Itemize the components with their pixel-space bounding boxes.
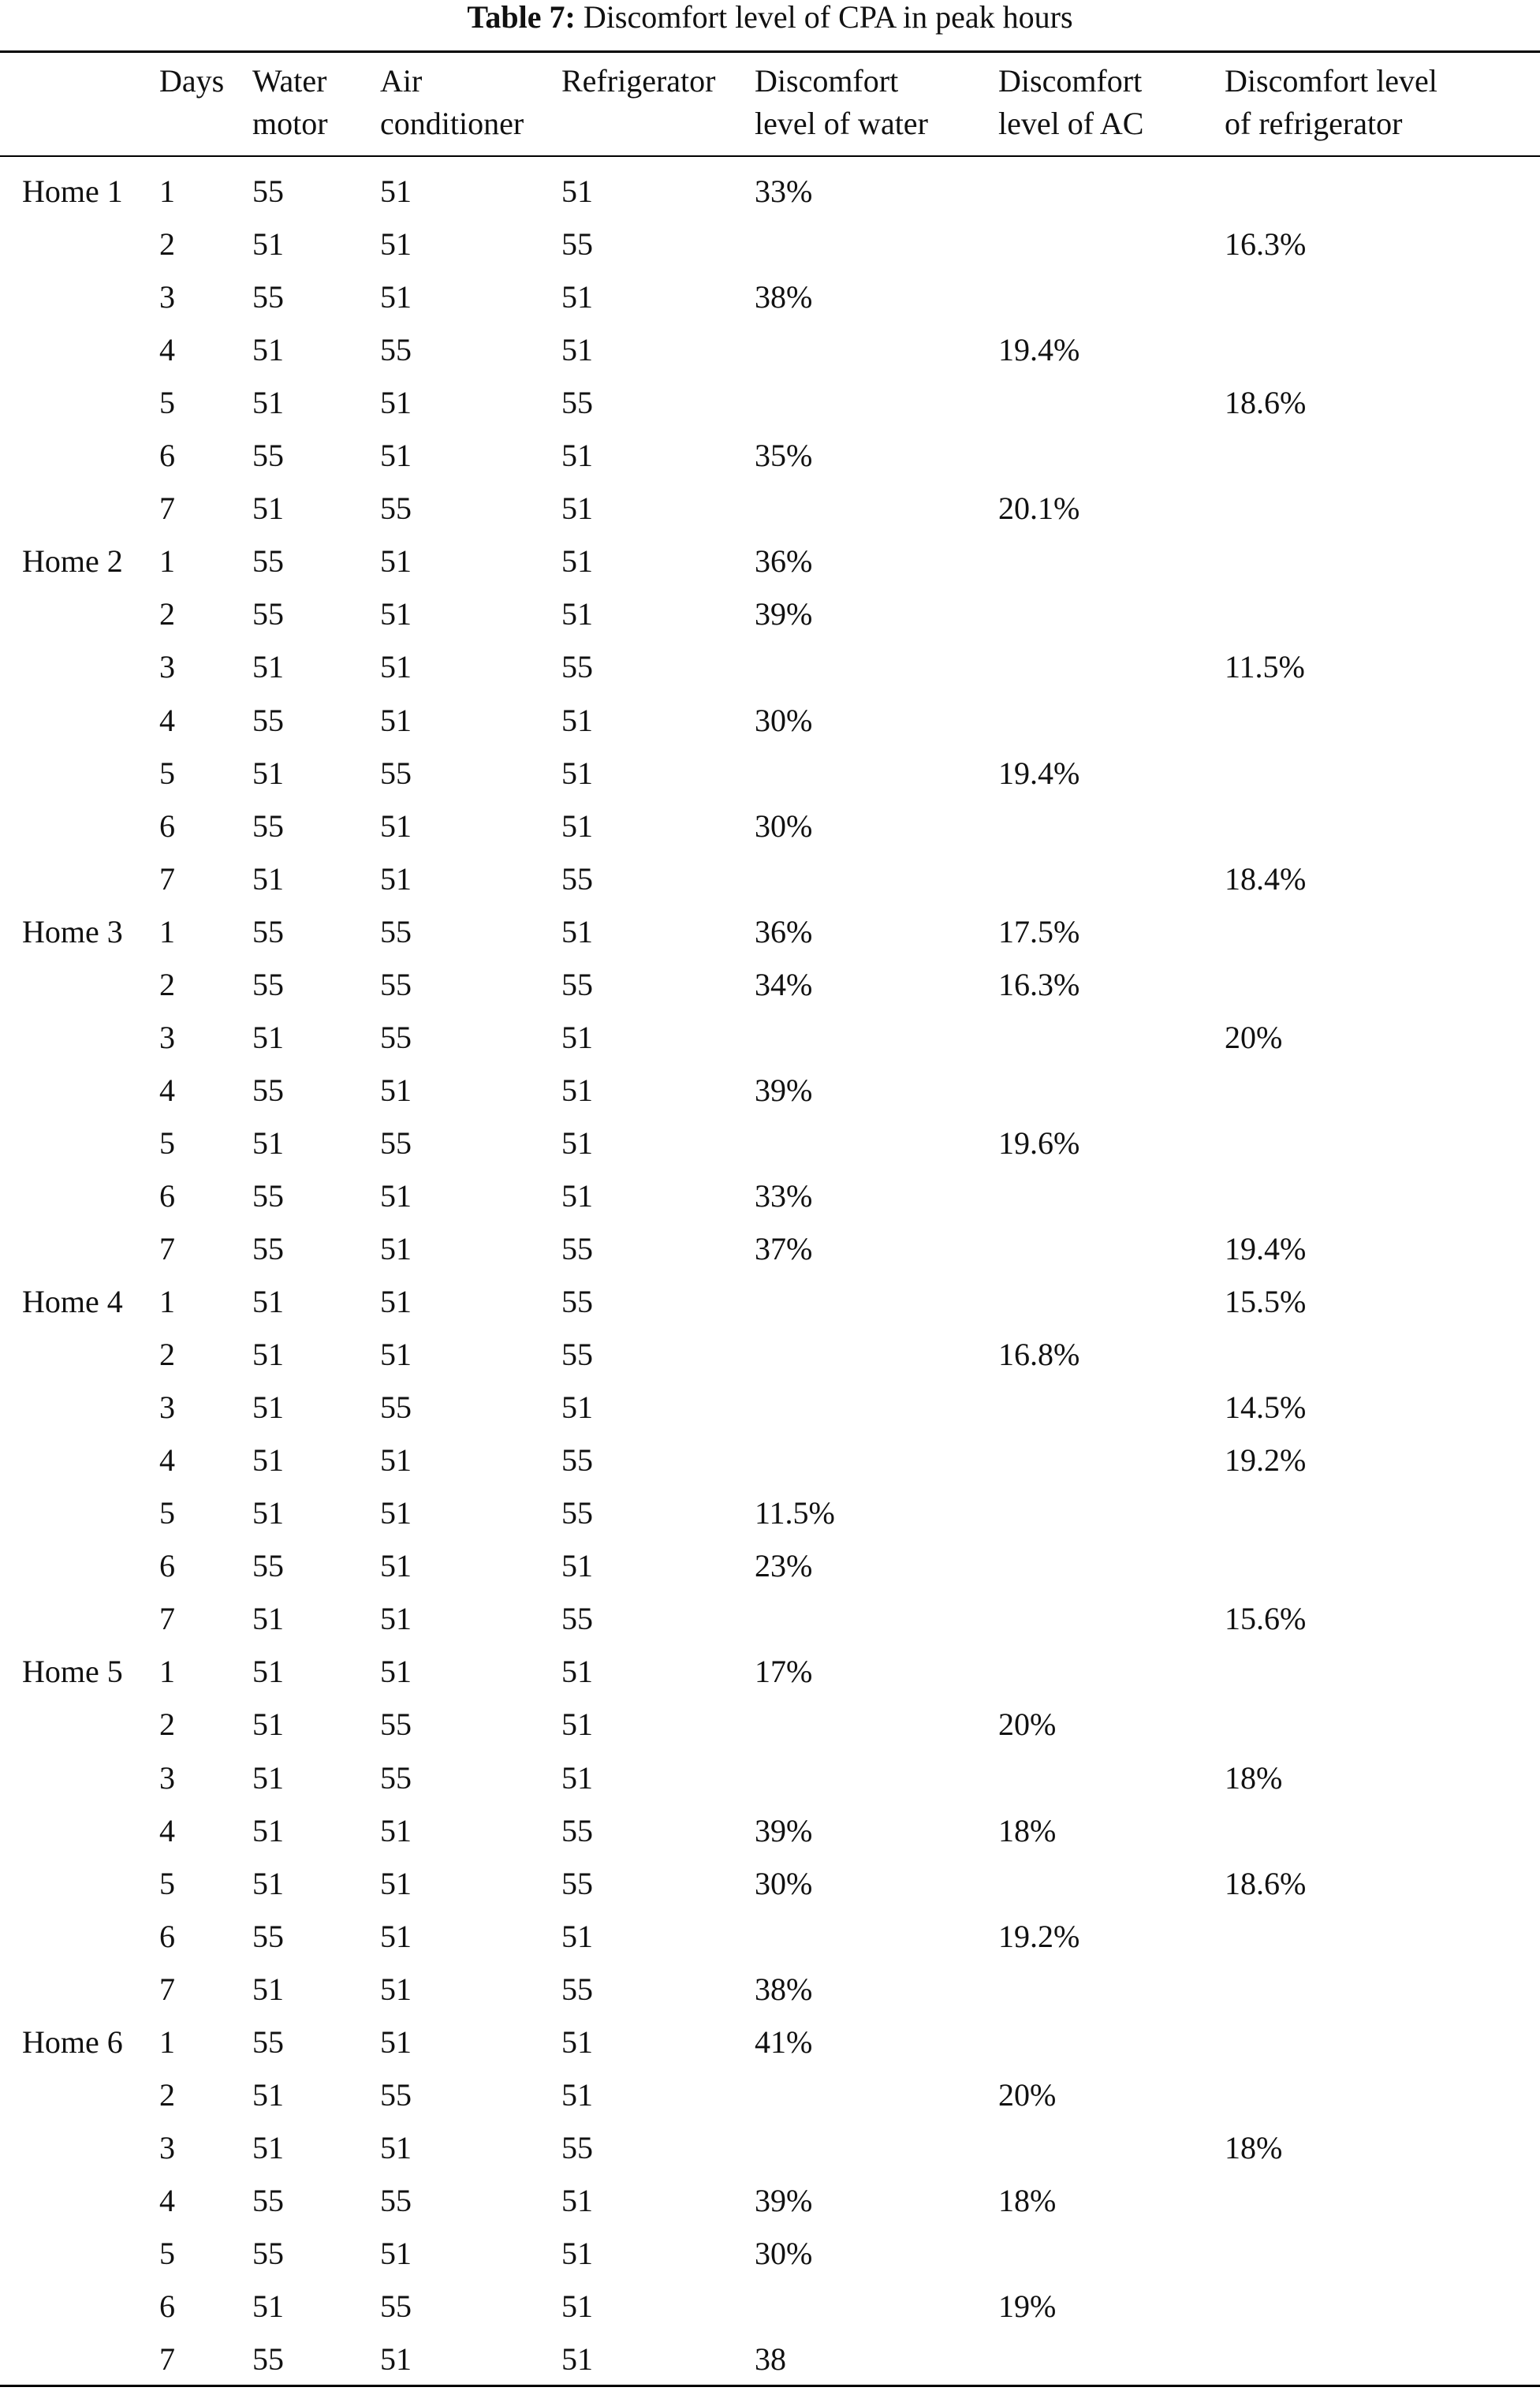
cell-refrigerator: 55: [561, 860, 593, 897]
cell-day: 1: [159, 543, 175, 580]
cell-water-motor: 55: [252, 1231, 284, 1266]
cell-discomfort-water: 33%: [755, 173, 813, 209]
table-row: [0, 1540, 1540, 1593]
cell-air-conditioner: 51: [380, 385, 412, 421]
cell-refrigerator: 51: [561, 2182, 593, 2218]
cell-air-conditioner: 55: [380, 755, 412, 791]
cell-discomfort-water: 23%: [755, 1548, 813, 1584]
cell-day: 5: [159, 1495, 175, 1531]
cell-water-motor: 55: [252, 438, 284, 474]
cell-day: 7: [159, 491, 175, 527]
cell-day: 4: [159, 2182, 175, 2218]
cell-refrigerator: 55: [561, 1601, 593, 1637]
cell-air-conditioner: 55: [380, 2076, 412, 2113]
cell-water-motor: 51: [252, 1389, 284, 1426]
cell-water-motor: 55: [252, 2182, 284, 2218]
cell-refrigerator: 51: [561, 755, 593, 791]
cell-discomfort-water: 36%: [755, 913, 813, 949]
cell-refrigerator: 55: [561, 966, 593, 1002]
cell-home: Home 2: [22, 543, 123, 580]
cell-day: 7: [159, 1971, 175, 2007]
cell-refrigerator: 51: [561, 543, 593, 580]
cell-discomfort-water: 38%: [755, 279, 813, 315]
cell-day: 5: [159, 1125, 175, 1161]
cell-water-motor: 51: [252, 1865, 284, 1901]
cell-day: 3: [159, 2129, 175, 2165]
cell-discomfort-ac: 20%: [998, 2076, 1057, 2113]
table-row: [0, 430, 1540, 483]
cell-refrigerator: 51: [561, 2288, 593, 2324]
cell-discomfort-refrigerator: 19.4%: [1225, 1231, 1307, 1266]
table-row: [0, 1276, 1540, 1329]
cell-day: 1: [159, 2024, 175, 2060]
header-discomfort-water: Discomfort level of water: [755, 63, 928, 141]
cell-day: 4: [159, 332, 175, 368]
cell-discomfort-water: 38: [755, 2341, 786, 2378]
cell-home: Home 3: [22, 913, 123, 949]
cell-water-motor: 55: [252, 2235, 284, 2271]
cell-air-conditioner: 55: [380, 2288, 412, 2324]
cell-discomfort-refrigerator: 18.6%: [1225, 385, 1307, 421]
cell-day: 6: [159, 2288, 175, 2324]
cell-day: 4: [159, 1812, 175, 1848]
table-row: [0, 2069, 1540, 2122]
cell-day: 2: [159, 2076, 175, 2113]
cell-air-conditioner: 55: [380, 1125, 412, 1161]
cell-refrigerator: 55: [561, 226, 593, 263]
cell-refrigerator: 55: [561, 1442, 593, 1479]
cell-water-motor: 55: [252, 1177, 284, 1214]
cell-water-motor: 51: [252, 1337, 284, 1373]
cell-air-conditioner: 51: [380, 226, 412, 263]
cell-day: 6: [159, 1918, 175, 1954]
table-caption-text: Discomfort level of CPA in peak hours: [583, 0, 1073, 35]
cell-day: 3: [159, 1389, 175, 1426]
cell-discomfort-water: 39%: [755, 596, 813, 632]
cell-day: 5: [159, 755, 175, 791]
cell-refrigerator: 55: [561, 1284, 593, 1320]
cell-air-conditioner: 51: [380, 1654, 412, 1690]
cell-water-motor: 51: [252, 2076, 284, 2113]
cell-day: 1: [159, 1284, 175, 1320]
cell-water-motor: 55: [252, 1918, 284, 1954]
cell-discomfort-water: 35%: [755, 438, 813, 474]
cell-air-conditioner: 51: [380, 2341, 412, 2378]
cell-refrigerator: 51: [561, 808, 593, 844]
table-row: [0, 1329, 1540, 1382]
table-row: [0, 1964, 1540, 2016]
table-row: [0, 1012, 1540, 1065]
cell-air-conditioner: 51: [380, 1442, 412, 1479]
cell-discomfort-water: 36%: [755, 543, 813, 580]
cell-water-motor: 55: [252, 808, 284, 844]
cell-discomfort-refrigerator: 20%: [1225, 1019, 1283, 1055]
cell-water-motor: 51: [252, 755, 284, 791]
cell-discomfort-water: 39%: [755, 1812, 813, 1848]
cell-discomfort-ac: 19%: [998, 2288, 1057, 2324]
cell-water-motor: 55: [252, 173, 284, 209]
cell-water-motor: 55: [252, 966, 284, 1002]
cell-discomfort-water: 17%: [755, 1654, 813, 1690]
cell-refrigerator: 55: [561, 1337, 593, 1373]
table-row: [0, 1487, 1540, 1540]
cell-refrigerator: 51: [561, 2076, 593, 2113]
cell-day: 4: [159, 1072, 175, 1108]
cell-water-motor: 51: [252, 1707, 284, 1743]
cell-day: 2: [159, 1707, 175, 1743]
cell-refrigerator: 55: [561, 1971, 593, 2007]
cell-water-motor: 55: [252, 2024, 284, 2060]
cell-air-conditioner: 51: [380, 1177, 412, 1214]
cell-water-motor: 55: [252, 279, 284, 315]
cell-day: 6: [159, 438, 175, 474]
cell-water-motor: 51: [252, 1971, 284, 2007]
cell-refrigerator: 51: [561, 1918, 593, 1954]
cell-refrigerator: 51: [561, 332, 593, 368]
top-rule: [0, 50, 1540, 53]
cell-refrigerator: 51: [561, 596, 593, 632]
cell-air-conditioner: 55: [380, 1019, 412, 1055]
table-row: [0, 853, 1540, 906]
cell-day: 7: [159, 1601, 175, 1637]
table-caption-label: Table 7:: [467, 0, 576, 35]
cell-air-conditioner: 55: [380, 491, 412, 527]
cell-refrigerator: 51: [561, 1072, 593, 1108]
cell-day: 1: [159, 173, 175, 209]
cell-discomfort-ac: 20.1%: [998, 491, 1080, 527]
header-discomfort-ac: Discomfort level of AC: [998, 63, 1144, 141]
cell-water-motor: 51: [252, 1812, 284, 1848]
cell-refrigerator: 51: [561, 173, 593, 209]
cell-discomfort-refrigerator: 18%: [1225, 1759, 1283, 1796]
cell-home: Home 4: [22, 1284, 123, 1320]
cell-air-conditioner: 55: [380, 1759, 412, 1796]
cell-day: 3: [159, 279, 175, 315]
cell-day: 6: [159, 1177, 175, 1214]
cell-home: Home 1: [22, 173, 123, 209]
cell-day: 2: [159, 226, 175, 263]
cell-day: 7: [159, 2341, 175, 2378]
cell-refrigerator: 55: [561, 649, 593, 685]
cell-discomfort-water: 11.5%: [755, 1495, 835, 1531]
cell-water-motor: 51: [252, 860, 284, 897]
table-row: [0, 1593, 1540, 1646]
cell-air-conditioner: 51: [380, 1548, 412, 1584]
cell-day: 1: [159, 1654, 175, 1690]
table-row: [0, 1805, 1540, 1858]
cell-water-motor: 51: [252, 1654, 284, 1690]
cell-water-motor: 51: [252, 1759, 284, 1796]
cell-air-conditioner: 55: [380, 2182, 412, 2218]
cell-water-motor: 51: [252, 649, 284, 685]
cell-discomfort-water: 33%: [755, 1177, 813, 1214]
table-row: [0, 1646, 1540, 1699]
cell-home: Home 5: [22, 1654, 123, 1690]
table-row: [0, 2122, 1540, 2175]
cell-refrigerator: 51: [561, 279, 593, 315]
table-row: [0, 1117, 1540, 1170]
cell-discomfort-ac: 19.4%: [998, 755, 1080, 791]
cell-day: 1: [159, 913, 175, 949]
cell-discomfort-ac: 16.3%: [998, 966, 1080, 1002]
cell-discomfort-ac: 18%: [998, 1812, 1057, 1848]
cell-refrigerator: 55: [561, 1812, 593, 1848]
cell-air-conditioner: 51: [380, 1601, 412, 1637]
header-refrigerator: Refrigerator: [561, 63, 716, 99]
cell-air-conditioner: 51: [380, 702, 412, 738]
cell-air-conditioner: 55: [380, 1707, 412, 1743]
cell-water-motor: 55: [252, 1548, 284, 1584]
cell-refrigerator: 51: [561, 1654, 593, 1690]
cell-discomfort-ac: 19.2%: [998, 1918, 1080, 1954]
cell-day: 7: [159, 1231, 175, 1266]
cell-refrigerator: 51: [561, 2341, 593, 2378]
cell-air-conditioner: 51: [380, 1284, 412, 1320]
cell-water-motor: 55: [252, 596, 284, 632]
cell-water-motor: 51: [252, 1125, 284, 1161]
header-rule: [0, 155, 1540, 157]
cell-day: 4: [159, 1442, 175, 1479]
cell-air-conditioner: 51: [380, 596, 412, 632]
cell-day: 2: [159, 596, 175, 632]
cell-refrigerator: 51: [561, 1177, 593, 1214]
cell-discomfort-refrigerator: 11.5%: [1225, 649, 1305, 685]
table-row: [0, 1699, 1540, 1751]
cell-discomfort-refrigerator: 18%: [1225, 2129, 1283, 2165]
table-row: [0, 2228, 1540, 2281]
cell-day: 7: [159, 860, 175, 897]
cell-water-motor: 51: [252, 491, 284, 527]
table-row: [0, 324, 1540, 377]
cell-refrigerator: 51: [561, 1548, 593, 1584]
cell-day: 2: [159, 966, 175, 1002]
cell-discomfort-water: 34%: [755, 966, 813, 1002]
header-air-conditioner: Air conditioner: [380, 63, 524, 141]
cell-refrigerator: 51: [561, 1759, 593, 1796]
cell-air-conditioner: 51: [380, 2129, 412, 2165]
cell-refrigerator: 55: [561, 1495, 593, 1531]
cell-day: 3: [159, 1759, 175, 1796]
cell-air-conditioner: 51: [380, 1918, 412, 1954]
cell-day: 4: [159, 702, 175, 738]
table-row: [0, 2016, 1540, 2069]
cell-discomfort-water: 30%: [755, 2235, 813, 2271]
cell-discomfort-refrigerator: 15.5%: [1225, 1284, 1307, 1320]
table-row: [0, 483, 1540, 535]
cell-refrigerator: 51: [561, 913, 593, 949]
cell-home: Home 6: [22, 2024, 123, 2060]
cell-water-motor: 51: [252, 1442, 284, 1479]
cell-day: 3: [159, 1019, 175, 1055]
table-row: [0, 1911, 1540, 1964]
cell-water-motor: 51: [252, 385, 284, 421]
table-row: [0, 1434, 1540, 1487]
table-row: [0, 2281, 1540, 2333]
cell-day: 5: [159, 1865, 175, 1901]
table-caption: [0, 0, 1540, 35]
cell-water-motor: 55: [252, 2341, 284, 2378]
cell-air-conditioner: 51: [380, 2024, 412, 2060]
cell-discomfort-water: 30%: [755, 808, 813, 844]
cell-discomfort-ac: 17.5%: [998, 913, 1080, 949]
table-row: [0, 695, 1540, 748]
cell-discomfort-refrigerator: 19.2%: [1225, 1442, 1307, 1479]
header-days: Days: [159, 63, 225, 99]
cell-discomfort-refrigerator: 15.6%: [1225, 1601, 1307, 1637]
cell-water-motor: 55: [252, 1072, 284, 1108]
cell-water-motor: 51: [252, 1495, 284, 1531]
cell-air-conditioner: 51: [380, 860, 412, 897]
cell-discomfort-water: 38%: [755, 1971, 813, 2007]
cell-day: 5: [159, 385, 175, 421]
cell-air-conditioner: 51: [380, 649, 412, 685]
table-row: [0, 959, 1540, 1012]
cell-water-motor: 51: [252, 2129, 284, 2165]
cell-day: 5: [159, 2235, 175, 2271]
table-row: [0, 1065, 1540, 1117]
cell-air-conditioner: 51: [380, 543, 412, 580]
cell-discomfort-water: 41%: [755, 2024, 813, 2060]
cell-discomfort-water: 30%: [755, 702, 813, 738]
cell-air-conditioner: 55: [380, 332, 412, 368]
cell-refrigerator: 51: [561, 438, 593, 474]
cell-discomfort-ac: 18%: [998, 2182, 1057, 2218]
header-discomfort-refrigerator: Discomfort level of refrigerator: [1225, 63, 1437, 141]
cell-refrigerator: 55: [561, 2129, 593, 2165]
table-row: [0, 271, 1540, 324]
table-row: [0, 535, 1540, 588]
cell-refrigerator: 51: [561, 2235, 593, 2271]
cell-water-motor: 55: [252, 913, 284, 949]
cell-discomfort-ac: 19.4%: [998, 332, 1080, 368]
table-row: [0, 1752, 1540, 1805]
cell-discomfort-ac: 16.8%: [998, 1337, 1080, 1373]
cell-air-conditioner: 51: [380, 1072, 412, 1108]
cell-day: 6: [159, 1548, 175, 1584]
cell-refrigerator: 51: [561, 1125, 593, 1161]
cell-refrigerator: 51: [561, 702, 593, 738]
table-row: [0, 641, 1540, 694]
cell-air-conditioner: 51: [380, 2235, 412, 2271]
cell-refrigerator: 51: [561, 1389, 593, 1426]
table-row: [0, 1382, 1540, 1434]
cell-water-motor: 51: [252, 226, 284, 263]
cell-air-conditioner: 51: [380, 1865, 412, 1901]
table-row: [0, 588, 1540, 641]
cell-discomfort-refrigerator: 18.6%: [1225, 1865, 1307, 1901]
table-row: [0, 2333, 1540, 2386]
cell-water-motor: 51: [252, 1601, 284, 1637]
cell-air-conditioner: 55: [380, 913, 412, 949]
cell-refrigerator: 55: [561, 1231, 593, 1266]
table-row: [0, 2175, 1540, 2228]
cell-discomfort-ac: 20%: [998, 1707, 1057, 1743]
table-row: [0, 748, 1540, 800]
table-row: [0, 1858, 1540, 1911]
table-row: [0, 1223, 1540, 1276]
cell-refrigerator: 51: [561, 1019, 593, 1055]
table-row: [0, 377, 1540, 430]
cell-discomfort-water: 37%: [755, 1231, 813, 1266]
cell-air-conditioner: 51: [380, 1971, 412, 2007]
cell-water-motor: 51: [252, 1284, 284, 1320]
header-water-motor: Water motor: [252, 63, 328, 141]
cell-air-conditioner: 51: [380, 1231, 412, 1266]
cell-air-conditioner: 51: [380, 1337, 412, 1373]
cell-day: 3: [159, 649, 175, 685]
cell-discomfort-refrigerator: 18.4%: [1225, 860, 1307, 897]
table-row: [0, 1170, 1540, 1223]
cell-discomfort-refrigerator: 14.5%: [1225, 1389, 1307, 1426]
table-row: [0, 906, 1540, 959]
table-row: [0, 800, 1540, 853]
cell-discomfort-water: 39%: [755, 1072, 813, 1108]
cell-discomfort-water: 39%: [755, 2182, 813, 2218]
cell-refrigerator: 51: [561, 1707, 593, 1743]
cell-discomfort-ac: 19.6%: [998, 1125, 1080, 1161]
cell-water-motor: 55: [252, 543, 284, 580]
cell-day: 6: [159, 808, 175, 844]
cell-discomfort-water: 30%: [755, 1865, 813, 1901]
cell-water-motor: 51: [252, 2288, 284, 2324]
cell-air-conditioner: 51: [380, 279, 412, 315]
table-row: [0, 166, 1540, 218]
cell-water-motor: 55: [252, 702, 284, 738]
table-row: [0, 218, 1540, 271]
cell-water-motor: 51: [252, 332, 284, 368]
cell-air-conditioner: 51: [380, 1812, 412, 1848]
cell-refrigerator: 55: [561, 1865, 593, 1901]
cell-air-conditioner: 55: [380, 966, 412, 1002]
cell-refrigerator: 55: [561, 385, 593, 421]
cell-refrigerator: 51: [561, 491, 593, 527]
cell-air-conditioner: 51: [380, 438, 412, 474]
cell-refrigerator: 51: [561, 2024, 593, 2060]
cell-air-conditioner: 55: [380, 1389, 412, 1426]
cell-air-conditioner: 51: [380, 1495, 412, 1531]
cell-day: 2: [159, 1337, 175, 1373]
cell-air-conditioner: 51: [380, 808, 412, 844]
cell-discomfort-refrigerator: 16.3%: [1225, 226, 1307, 263]
cell-air-conditioner: 51: [380, 173, 412, 209]
cell-water-motor: 51: [252, 1019, 284, 1055]
bottom-rule: [0, 2385, 1540, 2387]
